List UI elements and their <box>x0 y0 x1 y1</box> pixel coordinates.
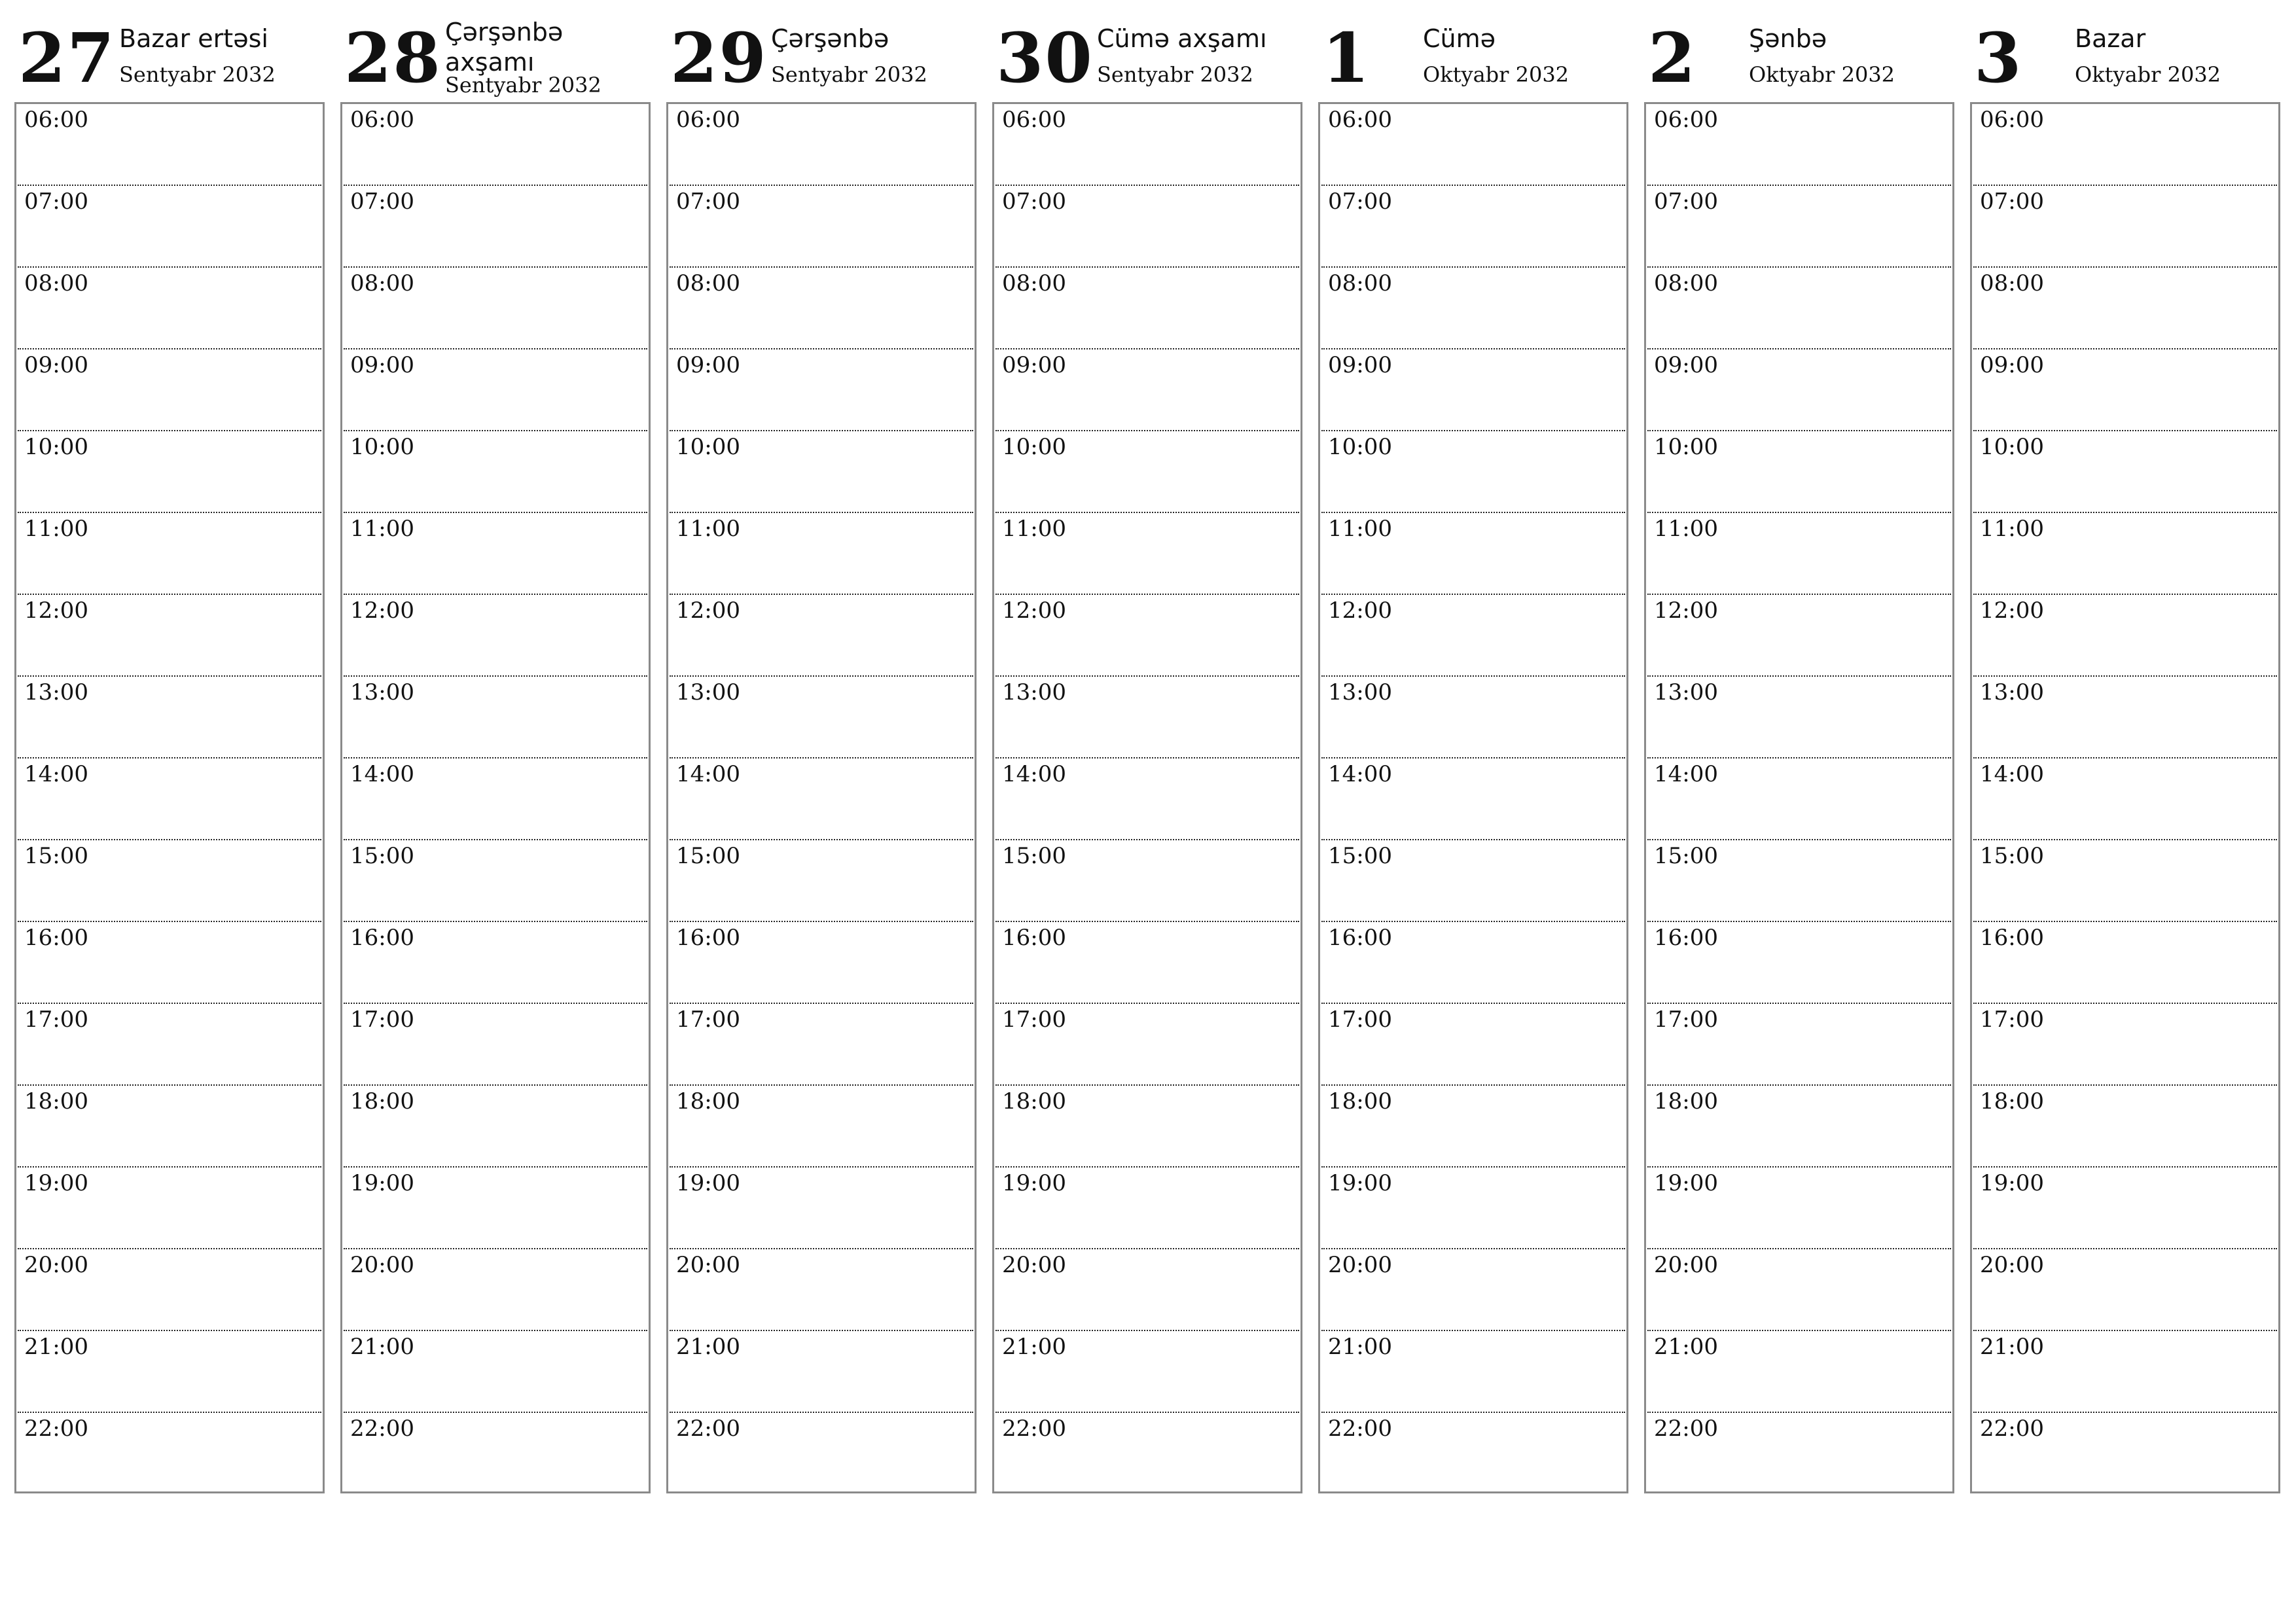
hour-label: 14:00 <box>350 761 414 787</box>
day-column <box>992 18 1305 1442</box>
hour-slot[interactable] <box>996 1331 1299 1413</box>
hour-label: 08:00 <box>676 270 740 296</box>
month-year: Sentyabr 2032 <box>771 62 927 87</box>
hour-label: 16:00 <box>1328 925 1392 951</box>
day-number: 30 <box>996 18 1094 98</box>
hour-label: 08:00 <box>24 270 88 296</box>
hour-slot[interactable] <box>996 595 1299 677</box>
hour-slot[interactable] <box>1321 1004 1625 1086</box>
hour-label: 07:00 <box>676 188 740 215</box>
hour-slot[interactable] <box>670 1331 973 1413</box>
hour-slot[interactable] <box>18 840 321 922</box>
hour-label: 19:00 <box>1002 1170 1066 1196</box>
hour-slot[interactable] <box>1321 186 1625 268</box>
hour-label: 08:00 <box>1654 270 1718 296</box>
hour-slot[interactable] <box>1321 758 1625 840</box>
hour-label: 09:00 <box>24 352 88 378</box>
hour-slot[interactable] <box>344 1086 647 1168</box>
hour-slot[interactable] <box>1647 1413 1951 1495</box>
hour-label: 11:00 <box>24 516 88 542</box>
hour-label: 09:00 <box>1328 352 1392 378</box>
hour-label: 10:00 <box>1980 434 2044 460</box>
hour-label: 06:00 <box>1654 107 1718 133</box>
hour-slot[interactable] <box>344 840 647 922</box>
weekday-name: Şənbə <box>1749 24 1827 53</box>
hour-slot[interactable] <box>1647 1004 1951 1086</box>
hour-label: 21:00 <box>1002 1334 1066 1360</box>
hour-label: 14:00 <box>1328 761 1392 787</box>
hour-slot[interactable] <box>996 677 1299 758</box>
hour-label: 16:00 <box>350 925 414 951</box>
day-column <box>666 18 979 1442</box>
hour-slot[interactable] <box>1647 513 1951 595</box>
day-number: 27 <box>18 18 116 98</box>
hour-label: 19:00 <box>24 1170 88 1196</box>
hour-label: 07:00 <box>1980 188 2044 215</box>
hour-label: 08:00 <box>1002 270 1066 296</box>
hour-slot[interactable] <box>1321 1086 1625 1168</box>
hour-label: 16:00 <box>1002 925 1066 951</box>
hour-slot[interactable] <box>18 513 321 595</box>
hour-label: 13:00 <box>1328 679 1392 705</box>
hour-label: 21:00 <box>1654 1334 1718 1360</box>
month-year: Oktyabr 2032 <box>1423 62 1570 87</box>
day-header <box>1644 20 1957 102</box>
hour-slot[interactable] <box>18 1004 321 1086</box>
weekday-name: Bazar ertəsi <box>119 24 268 53</box>
weekday-name: Çərşənbə axşamı <box>445 18 564 77</box>
hour-label: 22:00 <box>1654 1416 1718 1442</box>
hour-label: 22:00 <box>350 1416 414 1442</box>
hour-slot[interactable] <box>1647 1168 1951 1249</box>
hour-slot[interactable] <box>1647 1086 1951 1168</box>
hour-slot[interactable] <box>1647 840 1951 922</box>
hour-label: 18:00 <box>676 1088 740 1115</box>
hour-label: 13:00 <box>24 679 88 705</box>
hour-slot[interactable] <box>996 1086 1299 1168</box>
hour-label: 19:00 <box>1328 1170 1392 1196</box>
hour-slot[interactable] <box>670 104 973 186</box>
hour-label: 11:00 <box>1980 516 2044 542</box>
hour-slot[interactable] <box>1647 595 1951 677</box>
hour-label: 14:00 <box>1002 761 1066 787</box>
hour-label: 09:00 <box>676 352 740 378</box>
hour-slot[interactable] <box>1973 1413 2277 1495</box>
hour-slot[interactable] <box>18 431 321 513</box>
hour-label: 18:00 <box>1002 1088 1066 1115</box>
hour-label: 15:00 <box>1654 843 1718 869</box>
hour-label: 19:00 <box>350 1170 414 1196</box>
hour-label: 20:00 <box>350 1252 414 1278</box>
hour-slot[interactable] <box>344 513 647 595</box>
hour-slot[interactable] <box>996 1168 1299 1249</box>
hour-slot[interactable] <box>1973 268 2277 349</box>
hour-label: 07:00 <box>1654 188 1718 215</box>
hour-slot[interactable] <box>996 922 1299 1004</box>
day-header <box>1970 20 2283 102</box>
hour-grid <box>1318 102 1628 1493</box>
hour-grid <box>992 102 1302 1493</box>
hour-label: 10:00 <box>676 434 740 460</box>
hour-label: 18:00 <box>1328 1088 1392 1115</box>
hour-slot[interactable] <box>18 186 321 268</box>
month-year: Sentyabr 2032 <box>445 73 601 98</box>
hour-label: 12:00 <box>1980 597 2044 624</box>
hour-label: 13:00 <box>1002 679 1066 705</box>
day-number: 1 <box>1322 18 1371 98</box>
day-header <box>14 20 327 102</box>
hour-label: 06:00 <box>1980 107 2044 133</box>
hour-slot[interactable] <box>344 922 647 1004</box>
hour-label: 20:00 <box>1002 1252 1066 1278</box>
hour-slot[interactable] <box>1973 1249 2277 1331</box>
hour-grid <box>1970 102 2280 1493</box>
hour-label: 17:00 <box>350 1007 414 1033</box>
hour-slot[interactable] <box>996 431 1299 513</box>
hour-slot[interactable] <box>1973 595 2277 677</box>
hour-label: 16:00 <box>1654 925 1718 951</box>
hour-label: 08:00 <box>1980 270 2044 296</box>
hour-slot[interactable] <box>1973 1168 2277 1249</box>
hour-label: 17:00 <box>1654 1007 1718 1033</box>
hour-grid <box>666 102 977 1493</box>
day-column <box>1970 18 2283 1442</box>
hour-label: 16:00 <box>24 925 88 951</box>
hour-label: 09:00 <box>1002 352 1066 378</box>
hour-slot[interactable] <box>670 922 973 1004</box>
weekly-planner <box>14 20 2286 1499</box>
hour-label: 20:00 <box>1980 1252 2044 1278</box>
hour-slot[interactable] <box>1973 349 2277 431</box>
hour-slot[interactable] <box>344 104 647 186</box>
hour-label: 22:00 <box>1002 1416 1066 1442</box>
month-year: Sentyabr 2032 <box>1097 62 1253 87</box>
hour-slot[interactable] <box>18 1168 321 1249</box>
hour-slot[interactable] <box>670 1086 973 1168</box>
hour-label: 13:00 <box>1654 679 1718 705</box>
hour-label: 19:00 <box>676 1170 740 1196</box>
hour-slot[interactable] <box>996 758 1299 840</box>
hour-slot[interactable] <box>996 840 1299 922</box>
hour-slot[interactable] <box>670 431 973 513</box>
hour-grid <box>1644 102 1954 1493</box>
day-number: 29 <box>670 18 768 98</box>
hour-label: 18:00 <box>350 1088 414 1115</box>
day-header <box>666 20 979 102</box>
hour-label: 06:00 <box>24 107 88 133</box>
weekday-name: Cümə axşamı <box>1097 24 1267 53</box>
hour-slot[interactable] <box>1647 186 1951 268</box>
hour-slot[interactable] <box>1973 1004 2277 1086</box>
hour-slot[interactable] <box>996 186 1299 268</box>
hour-label: 22:00 <box>24 1416 88 1442</box>
weekday-name: Çərşənbə <box>771 24 889 53</box>
hour-slot[interactable] <box>670 186 973 268</box>
hour-label: 21:00 <box>676 1334 740 1360</box>
hour-slot[interactable] <box>18 595 321 677</box>
hour-slot[interactable] <box>1321 677 1625 758</box>
hour-slot[interactable] <box>344 677 647 758</box>
day-column <box>14 18 327 1442</box>
hour-slot[interactable] <box>18 1331 321 1413</box>
hour-slot[interactable] <box>670 1413 973 1495</box>
hour-slot[interactable] <box>996 513 1299 595</box>
hour-label: 07:00 <box>1328 188 1392 215</box>
hour-label: 06:00 <box>676 107 740 133</box>
day-header <box>340 20 653 102</box>
hour-slot[interactable] <box>1973 1086 2277 1168</box>
day-column <box>340 18 653 1442</box>
hour-label: 14:00 <box>24 761 88 787</box>
hour-slot[interactable] <box>996 104 1299 186</box>
hour-slot[interactable] <box>344 758 647 840</box>
hour-slot[interactable] <box>670 840 973 922</box>
hour-slot[interactable] <box>1647 922 1951 1004</box>
hour-slot[interactable] <box>1647 104 1951 186</box>
hour-slot[interactable] <box>1647 677 1951 758</box>
weekday-name: Cümə <box>1423 24 1496 53</box>
hour-slot[interactable] <box>670 1168 973 1249</box>
hour-label: 09:00 <box>350 352 414 378</box>
hour-slot[interactable] <box>670 1249 973 1331</box>
hour-label: 20:00 <box>1328 1252 1392 1278</box>
hour-label: 15:00 <box>24 843 88 869</box>
hour-label: 16:00 <box>1980 925 2044 951</box>
month-year: Oktyabr 2032 <box>2075 62 2221 87</box>
hour-slot[interactable] <box>1973 922 2277 1004</box>
hour-label: 06:00 <box>350 107 414 133</box>
hour-slot[interactable] <box>344 1249 647 1331</box>
hour-slot[interactable] <box>670 677 973 758</box>
hour-slot[interactable] <box>344 1004 647 1086</box>
hour-label: 12:00 <box>1654 597 1718 624</box>
hour-slot[interactable] <box>1973 104 2277 186</box>
hour-slot[interactable] <box>670 595 973 677</box>
hour-slot[interactable] <box>1321 349 1625 431</box>
day-number: 2 <box>1648 18 1697 98</box>
hour-label: 15:00 <box>1980 843 2044 869</box>
hour-slot[interactable] <box>1321 268 1625 349</box>
day-column <box>1318 18 1631 1442</box>
hour-label: 17:00 <box>24 1007 88 1033</box>
hour-label: 10:00 <box>24 434 88 460</box>
hour-slot[interactable] <box>18 349 321 431</box>
hour-label: 09:00 <box>1980 352 2044 378</box>
hour-label: 11:00 <box>350 516 414 542</box>
hour-label: 12:00 <box>24 597 88 624</box>
hour-slot[interactable] <box>1647 268 1951 349</box>
hour-label: 06:00 <box>1002 107 1066 133</box>
hour-label: 11:00 <box>1654 516 1718 542</box>
hour-label: 14:00 <box>1980 761 2044 787</box>
month-year: Oktyabr 2032 <box>1749 62 1895 87</box>
hour-slot[interactable] <box>1647 758 1951 840</box>
hour-slot[interactable] <box>996 268 1299 349</box>
hour-slot[interactable] <box>1321 922 1625 1004</box>
hour-label: 19:00 <box>1654 1170 1718 1196</box>
hour-label: 22:00 <box>1980 1416 2044 1442</box>
hour-slot[interactable] <box>1321 1331 1625 1413</box>
hour-label: 13:00 <box>676 679 740 705</box>
hour-label: 08:00 <box>1328 270 1392 296</box>
hour-label: 14:00 <box>676 761 740 787</box>
hour-slot[interactable] <box>18 1249 321 1331</box>
hour-slot[interactable] <box>1973 840 2277 922</box>
hour-slot[interactable] <box>344 186 647 268</box>
hour-slot[interactable] <box>1647 349 1951 431</box>
hour-slot[interactable] <box>670 268 973 349</box>
hour-slot[interactable] <box>1321 595 1625 677</box>
hour-slot[interactable] <box>1321 513 1625 595</box>
hour-label: 21:00 <box>1328 1334 1392 1360</box>
hour-label: 18:00 <box>1980 1088 2044 1115</box>
hour-label: 08:00 <box>350 270 414 296</box>
hour-label: 07:00 <box>1002 188 1066 215</box>
hour-grid <box>14 102 325 1493</box>
hour-slot[interactable] <box>1973 677 2277 758</box>
hour-label: 15:00 <box>1328 843 1392 869</box>
hour-label: 10:00 <box>1654 434 1718 460</box>
hour-label: 12:00 <box>676 597 740 624</box>
hour-slot[interactable] <box>18 1413 321 1495</box>
hour-label: 15:00 <box>676 843 740 869</box>
day-number: 28 <box>344 18 442 98</box>
hour-label: 19:00 <box>1980 1170 2044 1196</box>
hour-label: 18:00 <box>1654 1088 1718 1115</box>
hour-slot[interactable] <box>344 349 647 431</box>
hour-slot[interactable] <box>996 1249 1299 1331</box>
hour-label: 10:00 <box>1328 434 1392 460</box>
hour-slot[interactable] <box>344 1413 647 1495</box>
hour-slot[interactable] <box>1973 186 2277 268</box>
hour-grid <box>340 102 651 1493</box>
hour-slot[interactable] <box>344 268 647 349</box>
hour-slot[interactable] <box>996 349 1299 431</box>
hour-label: 11:00 <box>1328 516 1392 542</box>
hour-label: 21:00 <box>350 1334 414 1360</box>
hour-slot[interactable] <box>1973 513 2277 595</box>
hour-slot[interactable] <box>344 431 647 513</box>
hour-slot[interactable] <box>1321 1168 1625 1249</box>
hour-slot[interactable] <box>1973 758 2277 840</box>
hour-label: 15:00 <box>1002 843 1066 869</box>
month-year: Sentyabr 2032 <box>119 62 276 87</box>
hour-label: 17:00 <box>1328 1007 1392 1033</box>
hour-label: 20:00 <box>24 1252 88 1278</box>
hour-label: 18:00 <box>24 1088 88 1115</box>
hour-slot[interactable] <box>1321 104 1625 186</box>
hour-label: 20:00 <box>676 1252 740 1278</box>
hour-label: 12:00 <box>1328 597 1392 624</box>
hour-slot[interactable] <box>18 104 321 186</box>
hour-slot[interactable] <box>1321 431 1625 513</box>
hour-label: 09:00 <box>1654 352 1718 378</box>
hour-slot[interactable] <box>1321 1249 1625 1331</box>
hour-label: 15:00 <box>350 843 414 869</box>
hour-label: 07:00 <box>350 188 414 215</box>
hour-label: 17:00 <box>1002 1007 1066 1033</box>
hour-label: 21:00 <box>24 1334 88 1360</box>
hour-slot[interactable] <box>1321 840 1625 922</box>
hour-slot[interactable] <box>1321 1413 1625 1495</box>
hour-slot[interactable] <box>1647 1331 1951 1413</box>
hour-label: 22:00 <box>676 1416 740 1442</box>
day-header <box>992 20 1305 102</box>
hour-label: 13:00 <box>350 679 414 705</box>
hour-slot[interactable] <box>1647 1249 1951 1331</box>
hour-label: 14:00 <box>1654 761 1718 787</box>
hour-label: 10:00 <box>1002 434 1066 460</box>
hour-label: 16:00 <box>676 925 740 951</box>
hour-slot[interactable] <box>996 1004 1299 1086</box>
hour-slot[interactable] <box>344 595 647 677</box>
hour-slot[interactable] <box>344 1331 647 1413</box>
hour-label: 10:00 <box>350 434 414 460</box>
hour-label: 06:00 <box>1328 107 1392 133</box>
hour-label: 13:00 <box>1980 679 2044 705</box>
hour-slot[interactable] <box>1973 1331 2277 1413</box>
hour-slot[interactable] <box>670 1004 973 1086</box>
hour-slot[interactable] <box>18 1086 321 1168</box>
hour-label: 11:00 <box>1002 516 1066 542</box>
hour-slot[interactable] <box>670 758 973 840</box>
weekday-name: Bazar <box>2075 24 2146 53</box>
hour-label: 12:00 <box>350 597 414 624</box>
hour-slot[interactable] <box>996 1413 1299 1495</box>
hour-slot[interactable] <box>18 268 321 349</box>
hour-slot[interactable] <box>18 922 321 1004</box>
hour-slot[interactable] <box>18 758 321 840</box>
hour-slot[interactable] <box>670 513 973 595</box>
hour-label: 17:00 <box>1980 1007 2044 1033</box>
day-number: 3 <box>1974 18 2023 98</box>
hour-label: 11:00 <box>676 516 740 542</box>
hour-label: 21:00 <box>1980 1334 2044 1360</box>
hour-label: 12:00 <box>1002 597 1066 624</box>
hour-slot[interactable] <box>344 1168 647 1249</box>
hour-slot[interactable] <box>670 349 973 431</box>
hour-label: 07:00 <box>24 188 88 215</box>
hour-slot[interactable] <box>18 677 321 758</box>
hour-label: 20:00 <box>1654 1252 1718 1278</box>
hour-slot[interactable] <box>1973 431 2277 513</box>
day-header <box>1318 20 1631 102</box>
hour-label: 22:00 <box>1328 1416 1392 1442</box>
hour-slot[interactable] <box>1647 431 1951 513</box>
hour-label: 17:00 <box>676 1007 740 1033</box>
day-column <box>1644 18 1957 1442</box>
